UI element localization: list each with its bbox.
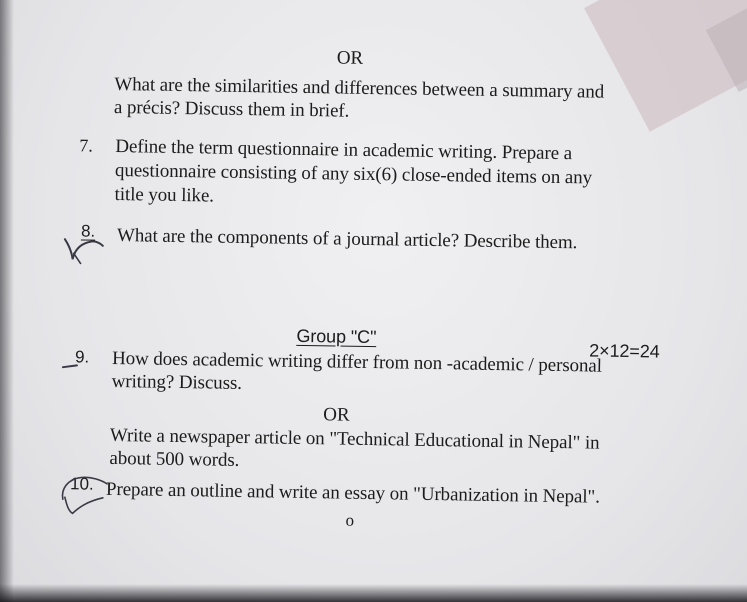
question-6-alt-line-1: What are the similarities and differences between a summary and	[114, 73, 605, 103]
pen-tick-mark-icon	[60, 225, 107, 270]
group-c-marks: 2×12=24	[589, 340, 660, 362]
question-7-number: 7.	[79, 135, 94, 156]
edge-shadow-bottom	[0, 584, 747, 602]
question-6-alt-line-2: a précis? Discuss them in brief.	[113, 96, 350, 122]
question-8-text: What are the components of a journal article? Describe them.	[116, 225, 578, 254]
question-8-number: 8.	[80, 221, 96, 241]
pen-dash-mark-icon	[61, 361, 81, 371]
question-7-line-1: Define the term questionnaire in academic writing. Prepare a	[115, 135, 573, 165]
question-10-text: Prepare an outline and write an essay on "Urbanization in Nepal".	[105, 478, 600, 508]
question-9-alt-line-1: Write a newspaper article on "Technical Educational in Nepal" in	[109, 424, 600, 454]
or-divider: OR	[336, 47, 364, 69]
edge-shadow-left	[0, 0, 14, 602]
or-divider-2: OR	[323, 404, 350, 426]
question-10-number: 10.	[69, 474, 94, 494]
end-mark: o	[345, 510, 355, 530]
group-c-title: Group "C"	[296, 325, 377, 348]
question-7-line-3: title you like.	[114, 183, 215, 207]
question-9-number: 9.	[74, 347, 90, 367]
question-9-alt-line-2: about 500 words.	[109, 447, 240, 471]
question-9-line-2: writing? Discuss.	[111, 370, 243, 394]
question-9-line-1: How does academic writing differ from non -academic / personal	[111, 347, 603, 377]
question-7-line-2: questionnaire consisting of any six(6) close-ended items on any	[114, 159, 593, 189]
pen-circle-mark-icon	[57, 471, 118, 518]
